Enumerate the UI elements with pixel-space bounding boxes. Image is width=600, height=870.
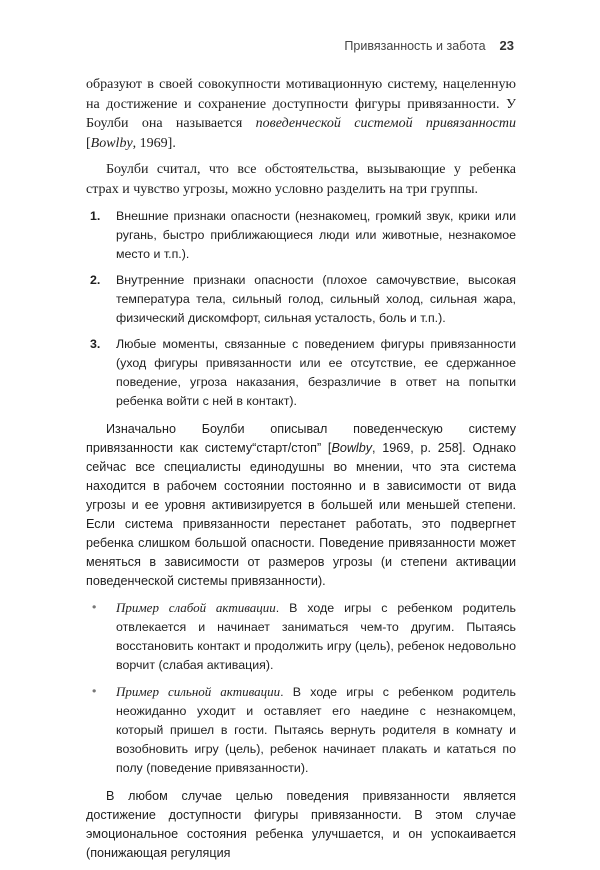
- list-item-number: 3.: [90, 336, 101, 351]
- paragraph-3: [86, 420, 516, 591]
- paragraph-2: Боулби считал, что все обстоятельства, вызывающие у ребенка страх и чувство угрозы, можно условно разделить на три группы.: [86, 162, 516, 197]
- list-item-text: Любые моменты, связанные с поведением фигуры привязанности (уход фигуры привязанности или ее отсутствие, ее сдержанное поведение, угроза наказания, безразличие в ответ на попытки ребенка войти с ней в контакт).: [116, 336, 516, 408]
- list-item: [86, 682, 516, 778]
- page-number: 23: [499, 38, 514, 53]
- list-item-number: 1.: [90, 208, 101, 223]
- list-item-text: . В ходе игры с ребенком родитель отвлекается и начинает заниматься чем-то другим. Пытаясь восстановить контакт и продолжить игру (цель), ребенок недовольно ворчит (слабая активация).: [116, 600, 516, 672]
- list-item-text: . В ходе игры с ребенком родитель неожиданно уходит и оставляет его наедине с незнакомцем, который пришел в гости. Пытаясь вернуть родителя в комнату и возобновить игру (цель), ребенок начинает плакать и кататься по полу (поведение привязанности).: [116, 684, 516, 775]
- paragraph-1-text-b: [: [86, 135, 91, 151]
- paragraph-1-text-a: образуют в своей совокупности мотивационную систему, нацеленную на достижение и сохранение доступности фигуры привязанности. У Боулби она называется: [86, 77, 516, 132]
- list-item: [86, 271, 516, 328]
- paragraph-3-text-a: Изначально Боулби описывал поведенческую систему привязанности как систему“старт/стоп” [: [86, 421, 516, 455]
- page-body: [86, 75, 516, 870]
- numbered-list: [86, 207, 516, 411]
- paragraph-1-emphasis: поведенческой системой привязанности: [255, 116, 516, 132]
- paragraph-4: В любом случае целью поведения привязанности является достижение доступности фигуры привязанности. В этом случае эмоциональное состояния ребенка улучшается, и он успокаивается (понижающая регуляция: [86, 788, 516, 860]
- bullet-icon: •: [92, 599, 97, 614]
- list-item: [86, 335, 516, 411]
- list-item-text: Внешние признаки опасности (незнакомец, громкий звук, крики или ругань, быстро приближающиеся люди или животные, незнакомое место и т.п.).: [116, 208, 516, 261]
- list-item-number: 2.: [90, 272, 101, 287]
- running-head-title: Привязанность и забота: [344, 39, 486, 53]
- example-label: Пример сильной активации: [116, 683, 281, 699]
- paragraph-1-text-c: , 1969].: [132, 135, 176, 151]
- paragraph-3-text-b: , 1969, p. 258]. Однако сейчас все специалисты единодушны во мнении, что эта система находится в рабочем состоянии постоянно и в зависимости от вида угрозы и ее уровня активизируется в большей или меньшей степени. Если система привязанности перестанет работать, это подвергнет ребенка слишком большой опасности. Поведение привязанности может меняться в зависимости от размеров угрозы (и степени активации поведенческой системы привязанности).: [86, 440, 516, 588]
- paragraph-1: [86, 75, 516, 153]
- list-item-text: Внутренние признаки опасности (плохое самочувствие, высокая температура тела, сильный голод, сильный холод, сильная жара, физический дискомфорт, сильная усталость, боль и т.п.).: [116, 272, 516, 325]
- list-item: [86, 207, 516, 264]
- bullet-list: [86, 598, 516, 778]
- bullet-icon: •: [92, 683, 97, 698]
- example-label: Пример слабой активации: [116, 599, 276, 615]
- list-item: [86, 598, 516, 675]
- paragraph-3-citation: Bowlby: [331, 440, 373, 455]
- paragraph-1-citation: Bowlby: [90, 135, 133, 151]
- running-head: [344, 38, 514, 53]
